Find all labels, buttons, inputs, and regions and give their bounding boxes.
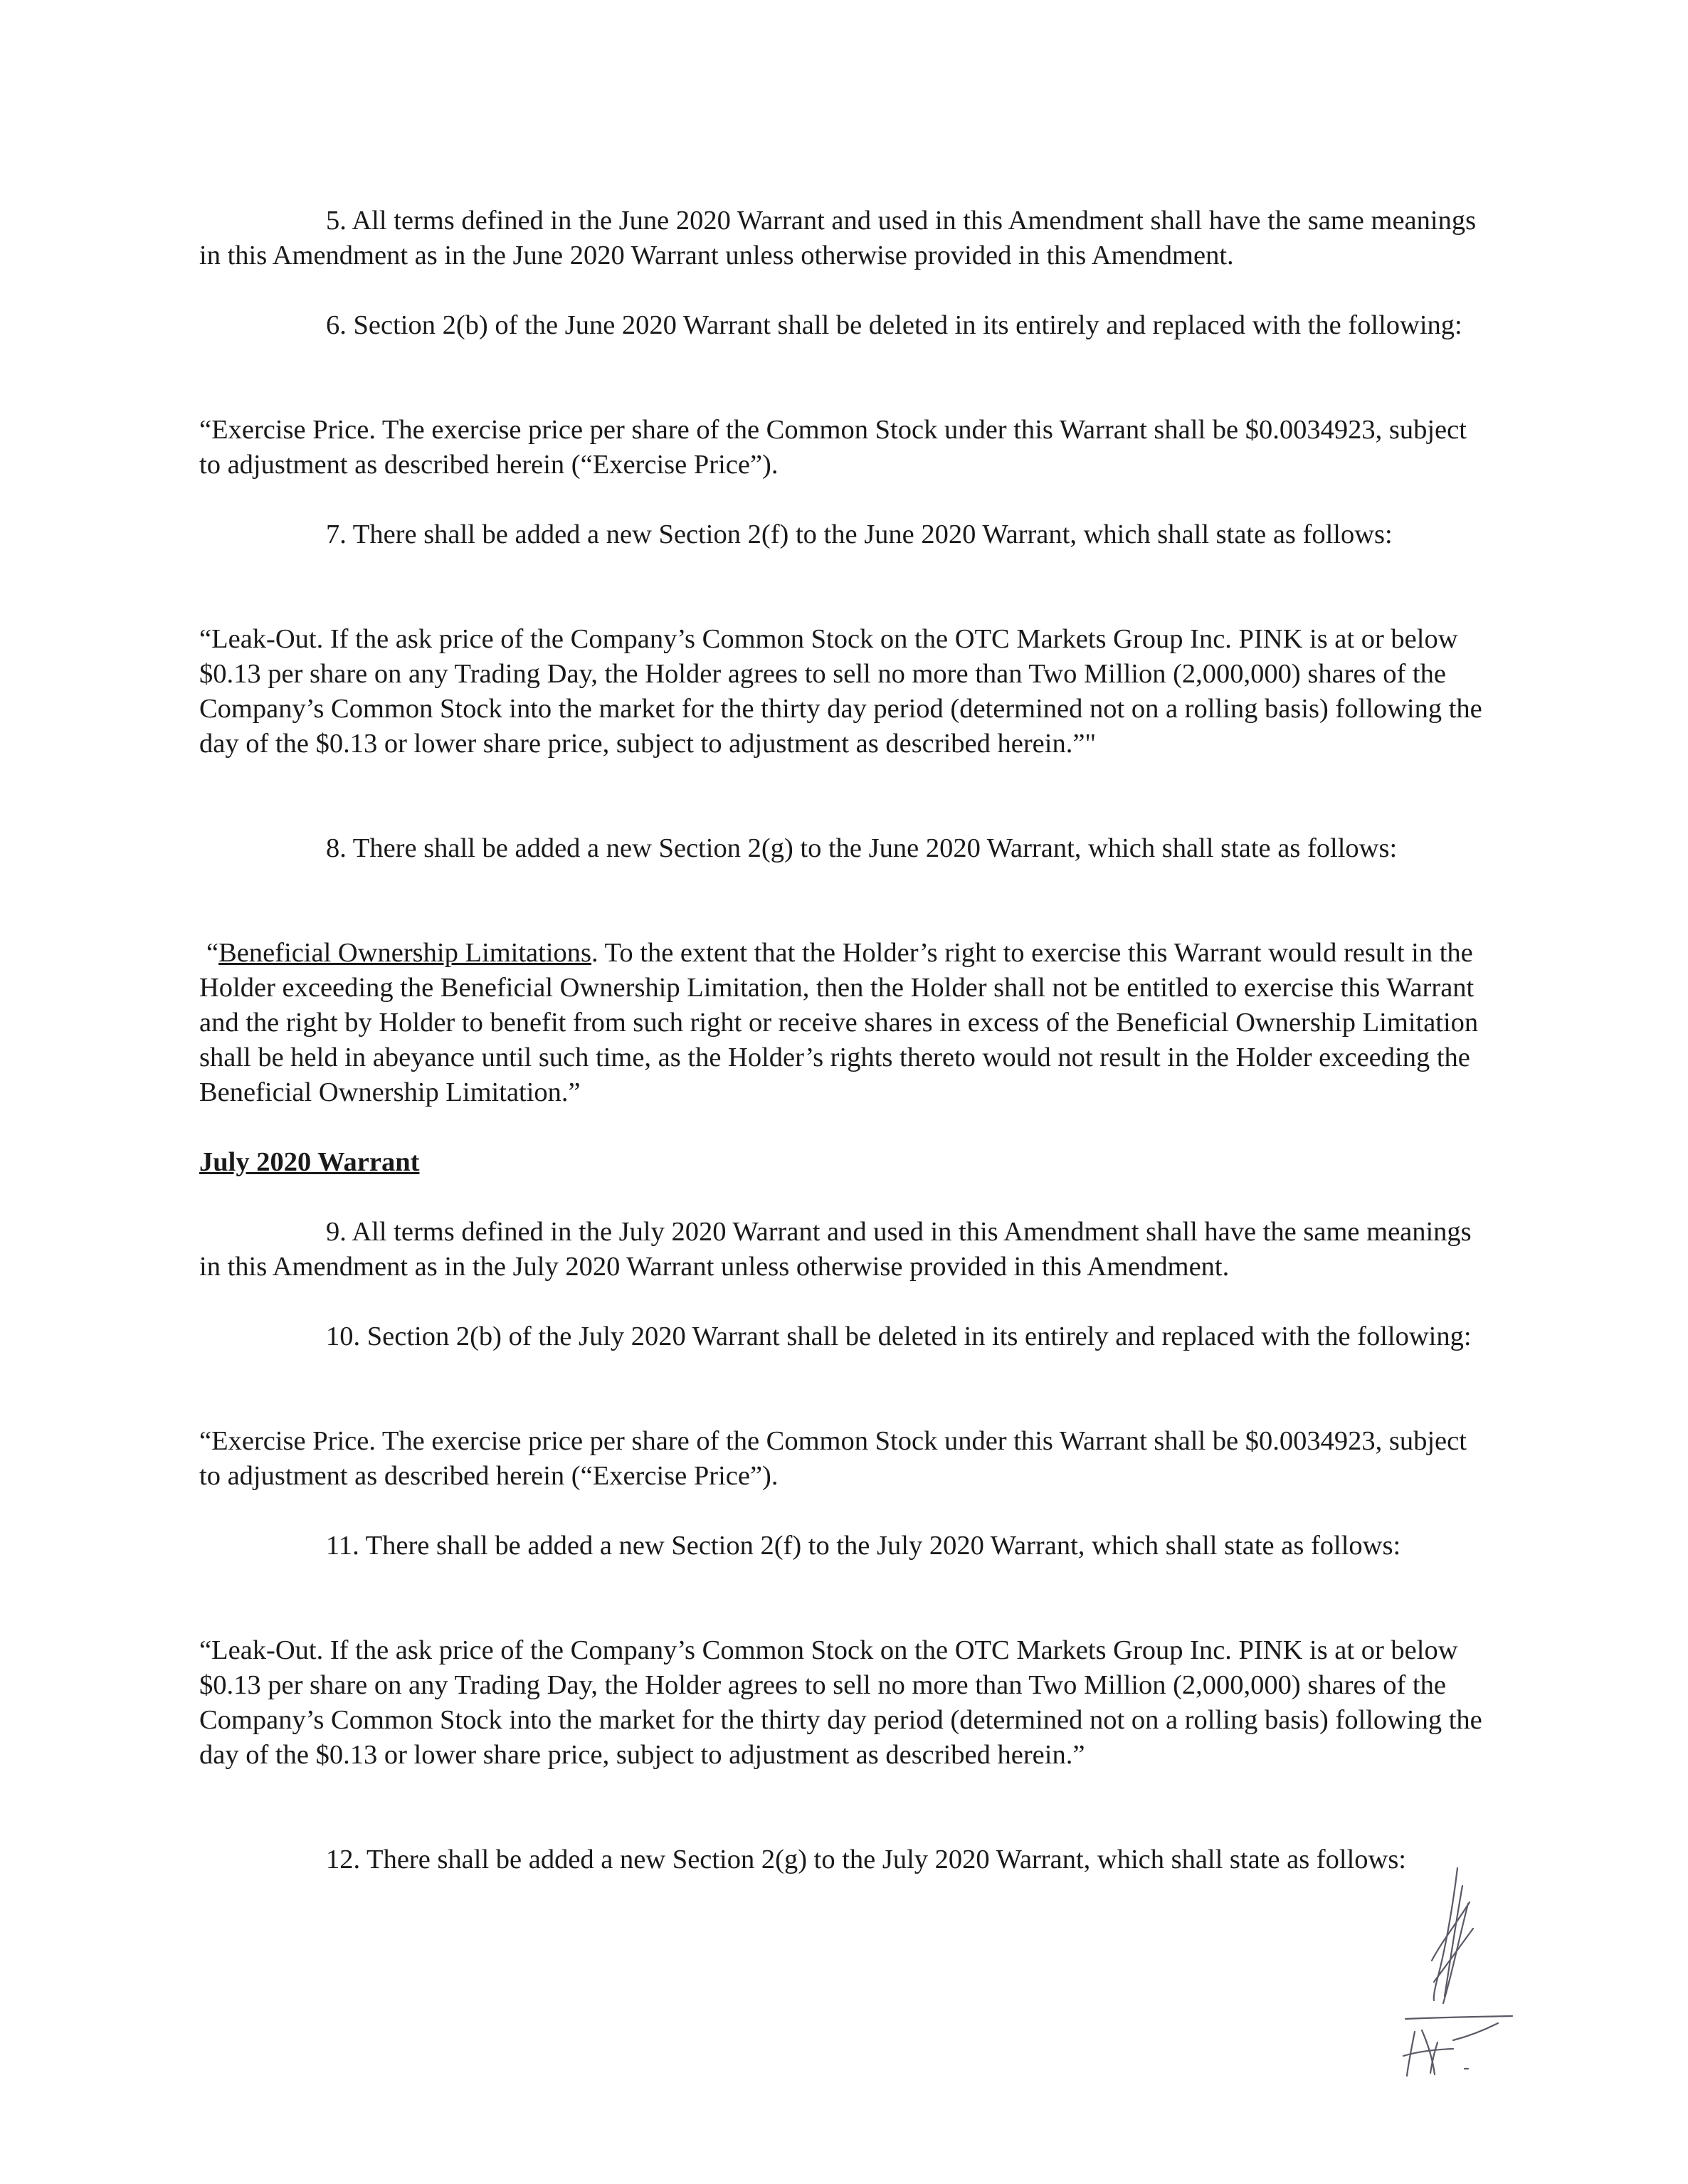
handwritten-signature-initials bbox=[1366, 1861, 1530, 2082]
defined-term-beneficial-ownership: Beneficial Ownership Limitations bbox=[218, 938, 591, 968]
quote-leak-out-july: “Leak-Out. If the ask price of the Company’s Common Stock on the OTC Markets Group Inc. PINK is at or below $0.13 per share on any Trading Day, the Holder agrees to sell no more than Two Million (2,000,000) shares of the Company’s Common Stock into the market for the thirty day period (determined not on a rolling basis) following the day of the $0.13 or lower share price, subject to adjustment as described herein.” bbox=[199, 1635, 1482, 1770]
paragraph-5: 5. All terms defined in the June 2020 Warrant and used in this Amendment shall have the same meanings in this Amendment as in the June 2020 Warrant unless otherwise provided in this Amendment. bbox=[199, 206, 1477, 270]
paragraph-8: 8. There shall be added a new Section 2(g) to the June 2020 Warrant, which shall state as follows: bbox=[326, 833, 1398, 863]
paragraph-12: 12. There shall be added a new Section 2(g) to the July 2020 Warrant, which shall state as follows: bbox=[326, 1845, 1407, 1874]
paragraph-9: 9. All terms defined in the July 2020 Warrant and used in this Amendment shall have the same meanings in this Amendment as in the July 2020 Warrant unless otherwise provided in this Amendment. bbox=[199, 1217, 1472, 1282]
quote-leak-out-june: “Leak-Out. If the ask price of the Company’s Common Stock on the OTC Markets Group Inc. PINK is at or below $0.13 per share on any Trading Day, the Holder agrees to sell no more than Two Million (2,000,000) shares of the Company’s Common Stock into the market for the thirty day period (determined not on a rolling basis) following the day of the $0.13 or lower share price, subject to adjustment as described herein.”" bbox=[199, 624, 1482, 759]
quote-body: . To the extent that the Holder’s right to exercise this Warrant would result in the Holder exceeding the Beneficial Ownership Limitation, then the Holder shall not be entitled to exercise this Warrant and the right by Holder to benefit from such right or receive shares in excess of the Beneficial Ownership Limitation shall be held in abeyance until such time, as the Holder’s rights thereto would not result in the Holder exceeding the Beneficial Ownership Limitation.” bbox=[199, 938, 1479, 1107]
quote-exercise-price-july: “Exercise Price. The exercise price per share of the Common Stock under this Warrant shall be $0.0034923, subject to adjustment as described herein (“Exercise Price”). bbox=[199, 1426, 1467, 1491]
quote-beneficial-ownership bbox=[199, 936, 1494, 1110]
paragraph-11: 11. There shall be added a new Section 2(f) to the July 2020 Warrant, which shall state as follows: bbox=[326, 1531, 1401, 1561]
quote-exercise-price-june: “Exercise Price. The exercise price per share of the Common Stock under this Warrant shall be $0.0034923, subject to adjustment as described herein (“Exercise Price”). bbox=[199, 415, 1467, 480]
paragraph-7: 7. There shall be added a new Section 2(f) to the June 2020 Warrant, which shall state as follows: bbox=[326, 519, 1393, 549]
paragraph-10: 10. Section 2(b) of the July 2020 Warrant shall be deleted in its entirely and replaced with the following: bbox=[326, 1322, 1472, 1351]
paragraph-6: 6. Section 2(b) of the June 2020 Warrant shall be deleted in its entirely and replaced with the following: bbox=[326, 310, 1462, 340]
open-quote: “ bbox=[206, 938, 219, 968]
section-heading-july-2020-warrant: July 2020 Warrant bbox=[199, 1147, 420, 1177]
